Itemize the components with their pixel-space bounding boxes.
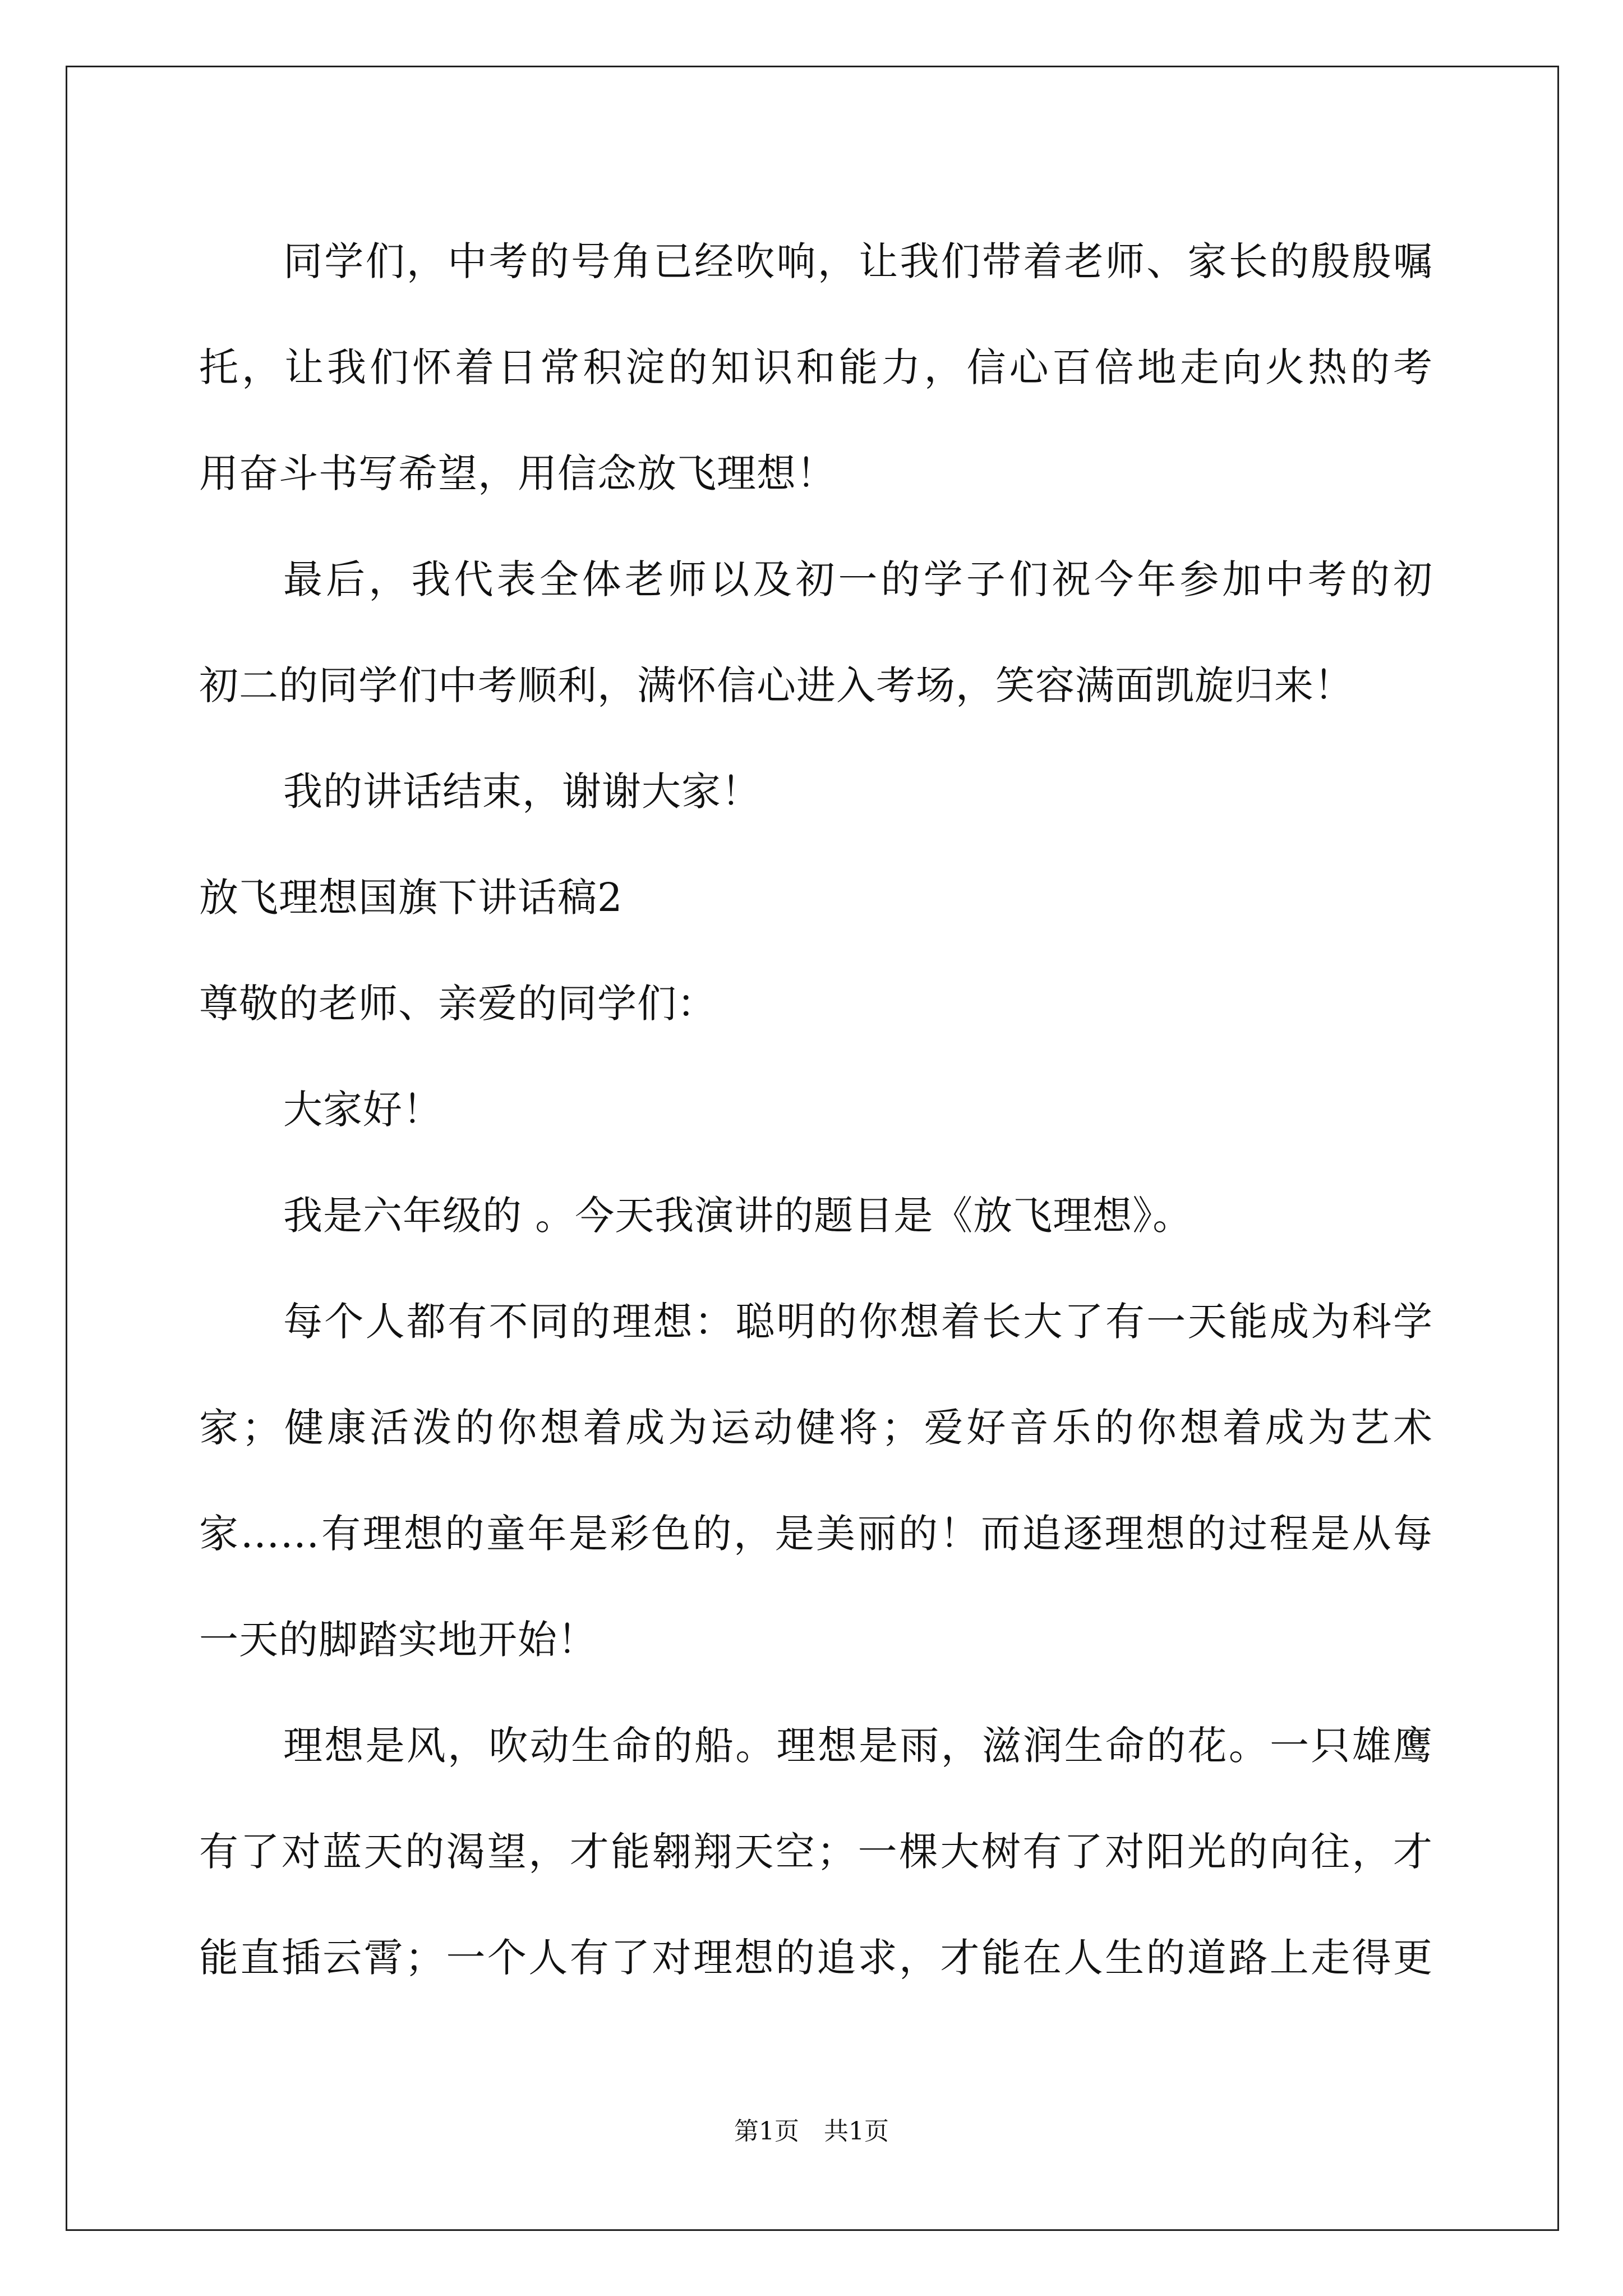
page-footer: 第1页 共1页: [734, 2117, 889, 2146]
text-line: 能直插云霄；一个人有了对理想的追求，才能在人生的道路上走得更: [199, 1935, 1433, 1981]
text-line: 托，让我们怀着日常积淀的知识和能力，信心百倍地走向火热的考: [199, 344, 1433, 390]
text-line: 我的讲话结束，谢谢大家！: [283, 769, 761, 815]
text-line: 有了对蓝天的渴望，才能翱翔天空；一棵大树有了对阳光的向往，才: [199, 1829, 1433, 1875]
text-line: 理想是风，吹动生命的船。理想是雨，滋润生命的花。一只雄鹰: [283, 1723, 1433, 1769]
document-body: [199, 209, 1433, 2011]
text-line: 大家好！: [283, 1087, 442, 1133]
text-line: 家；健康活泼的你想着成为运动健将；爱好音乐的你想着成为艺术: [199, 1405, 1433, 1451]
text-line: 家……有理想的童年是彩色的，是美丽的！而追逐理想的过程是从每: [199, 1511, 1433, 1557]
text-line: 同学们，中考的号角已经吹响，让我们带着老师、家长的殷殷嘱: [283, 238, 1433, 284]
text-line: 用奋斗书写希望，用信念放飞理想！: [199, 450, 836, 496]
text-line: 初二的同学们中考顺利，满怀信心进入考场，笑容满面凯旋归来！: [199, 662, 1354, 708]
text-line: 最后，我代表全体老师以及初一的学子们祝今年参加中考的初: [283, 556, 1433, 602]
text-line: 每个人都有不同的理想：聪明的你想着长大了有一天能成为科学: [283, 1299, 1433, 1345]
text-line: 一天的脚踏实地开始！: [199, 1617, 597, 1663]
salutation: 尊敬的老师、亲爱的同学们：: [199, 981, 717, 1027]
section-heading: 放飞理想国旗下讲话稿2: [199, 875, 623, 921]
text-line: 我是六年级的 。今天我演讲的题目是《放飞理想》。: [283, 1193, 1193, 1239]
